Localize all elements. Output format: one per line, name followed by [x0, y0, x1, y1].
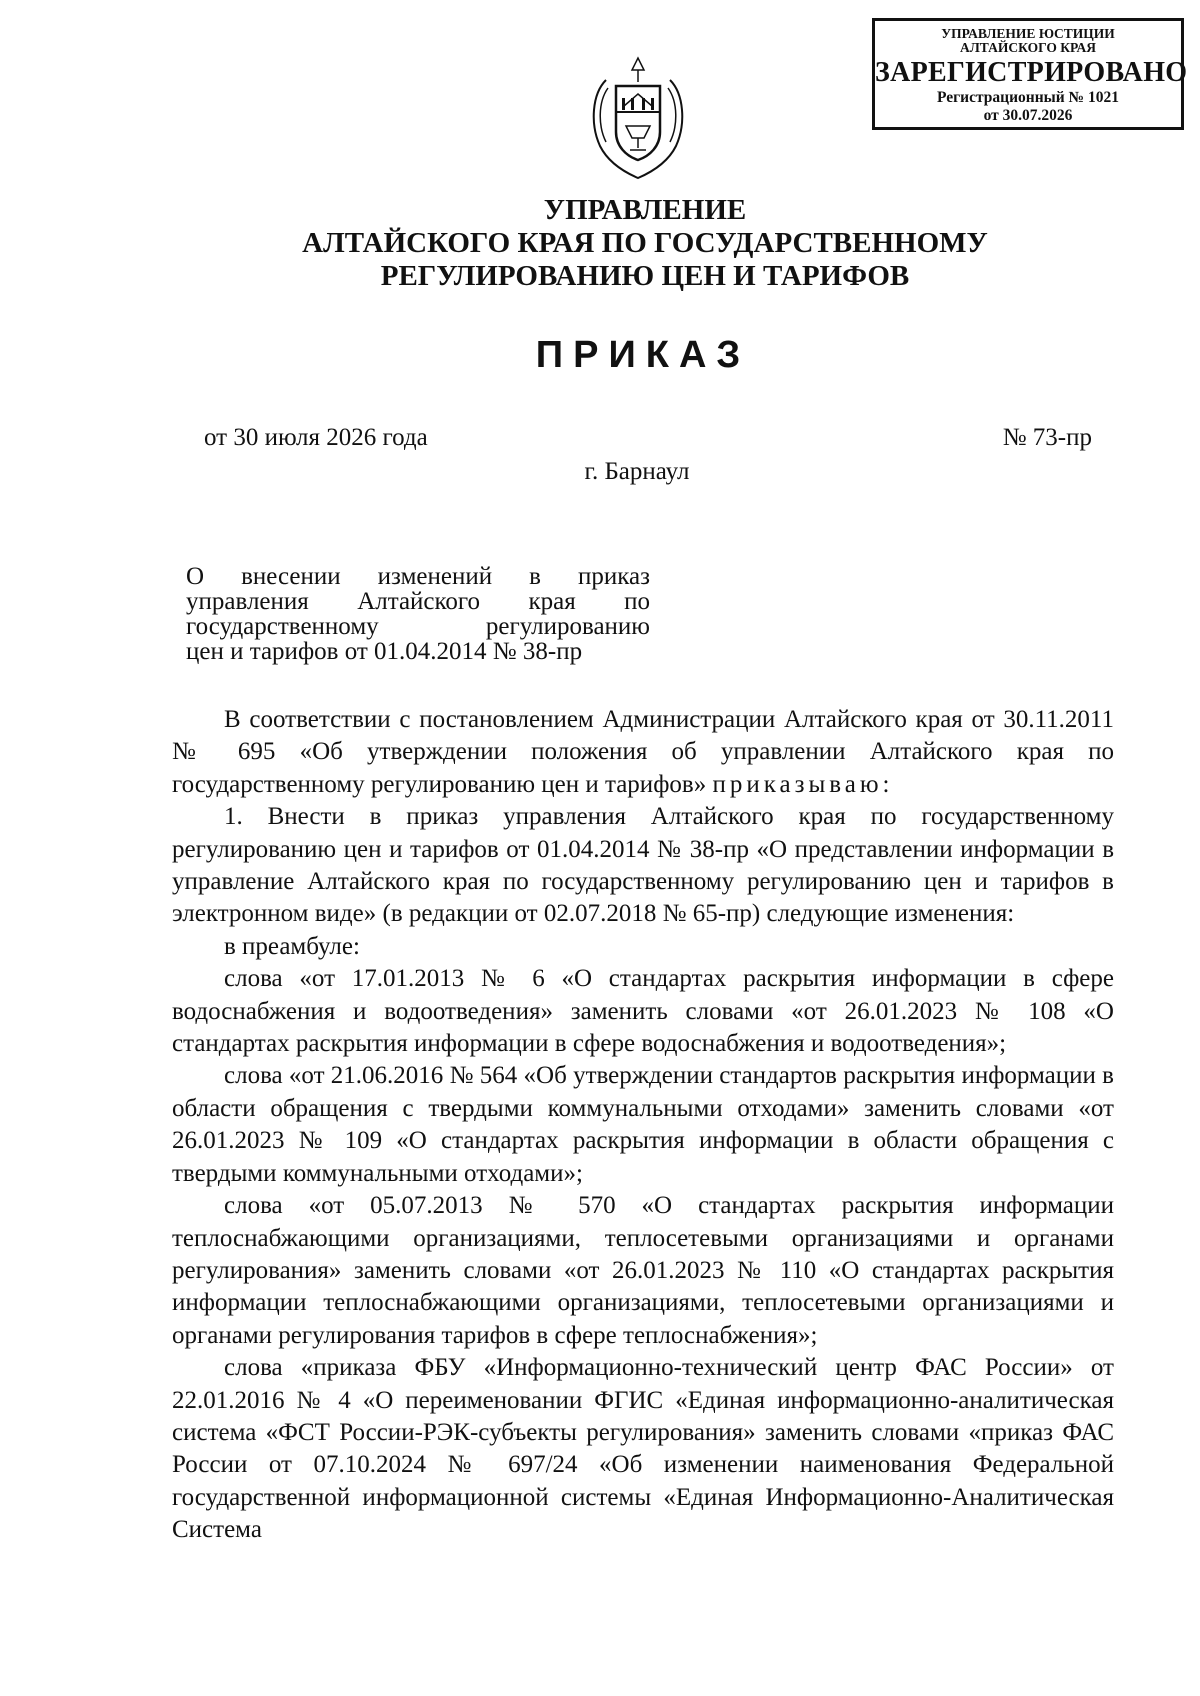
body-paragraph-preamble-heading: в преамбуле: — [224, 932, 360, 960]
stamp-status: ЗАРЕГИСТРИРОВАНО — [875, 57, 1188, 88]
body-paragraph-change-4: слова «приказа ФБУ «Информационно-технический центр ФАС России» от 22.01.2016 № 4 «О переименовании ФГИС «Единая информационно-аналитическая система «ФСТ России-РЭК-субъекты регулирования» заменить словами «приказ ФАС России от 07.10.2024 № 697/24 «Об изменении наименования Федеральной государственной информационной системы «Единая Информационно-Аналитическая Система — [172, 1354, 1114, 1544]
body-paragraph-change-3: слова «от 05.07.2013 № 570 «О стандартах раскрытия информации теплоснабжающими организациями, теплосетевыми организациями и органами регулирования» заменить словами «от 26.01.2023 № 110 «О стандартах раскрытия информации теплоснабжающими организациями, теплосетевыми организациями и органами регулирования тарифов в сфере теплоснабжения»; — [172, 1192, 1114, 1349]
subject-line-3: государственному регулированию — [186, 613, 650, 640]
document-type-title: ПРИКАЗ — [535, 334, 751, 376]
subject-line-2: управления Алтайского края по — [186, 588, 650, 615]
body-paragraph-change-1: слова «от 17.01.2013 № 6 «О стандартах раскрытия информации в сфере водоснабжения и водоотведения» заменить словами «от 26.01.2023 № 108 «О стандартах раскрытия информации в сфере водоснабжения и водоотведения»; — [172, 965, 1114, 1058]
subject-line-4: цен и тарифов от 01.04.2014 № 38-пр — [186, 638, 583, 665]
org-line-2: АЛТАЙСКОГО КРАЯ ПО ГОСУДАРСТВЕННОМУ — [302, 227, 988, 259]
org-line-1: УПРАВЛЕНИЕ — [543, 194, 747, 226]
stamp-reg-date: от 30.07.2026 — [983, 107, 1073, 124]
preamble-text: В соответствии с постановлением Администрации Алтайского края от 30.11.2011 № 695 «Об утверждении положения об управлении Алтайского края по государственному регулированию цен и тарифов» — [172, 706, 1114, 798]
org-line-3: РЕГУЛИРОВАНИЮ ЦЕН И ТАРИФОВ — [380, 260, 910, 292]
order-city: г. Барнаул — [584, 458, 690, 485]
order-date: от 30 июля 2026 года — [204, 424, 428, 451]
stamp-authority-line1: УПРАВЛЕНИЕ ЮСТИЦИИ — [941, 26, 1115, 41]
order-keyword: приказываю: — [712, 770, 894, 798]
body-paragraph-change-2: слова «от 21.06.2016 № 564 «Об утверждении стандартов раскрытия информации в области обращения с твердыми коммунальными отходами» заменить словами «от 26.01.2023 № 109 «О стандартах раскрытия информации в области обращения с твердыми коммунальными отходами»; — [172, 1062, 1114, 1187]
registration-stamp — [872, 18, 1188, 130]
subject-line-1: О внесении изменений в приказ — [186, 563, 650, 590]
stamp-reg-number: Регистрационный № 1021 — [937, 89, 1119, 106]
order-body — [172, 704, 1114, 1547]
body-paragraph-preamble — [172, 704, 1114, 801]
order-number: № 73-пр — [1002, 424, 1092, 451]
stamp-authority-line2: АЛТАЙСКОГО КРАЯ — [959, 40, 1097, 55]
coat-of-arms-emblem-icon — [584, 54, 692, 184]
body-paragraph-item-1: 1. Внести в приказ управления Алтайского края по государственному регулированию цен и тарифов от 01.04.2014 № 38-пр «О представлении информации в управление Алтайского края по государственному регулированию цен и тарифов в электронном виде» (в редакции от 02.07.2018 № 65-пр) следующие изменения: — [172, 803, 1114, 928]
organization-name — [0, 194, 1200, 293]
order-subject — [186, 564, 650, 664]
